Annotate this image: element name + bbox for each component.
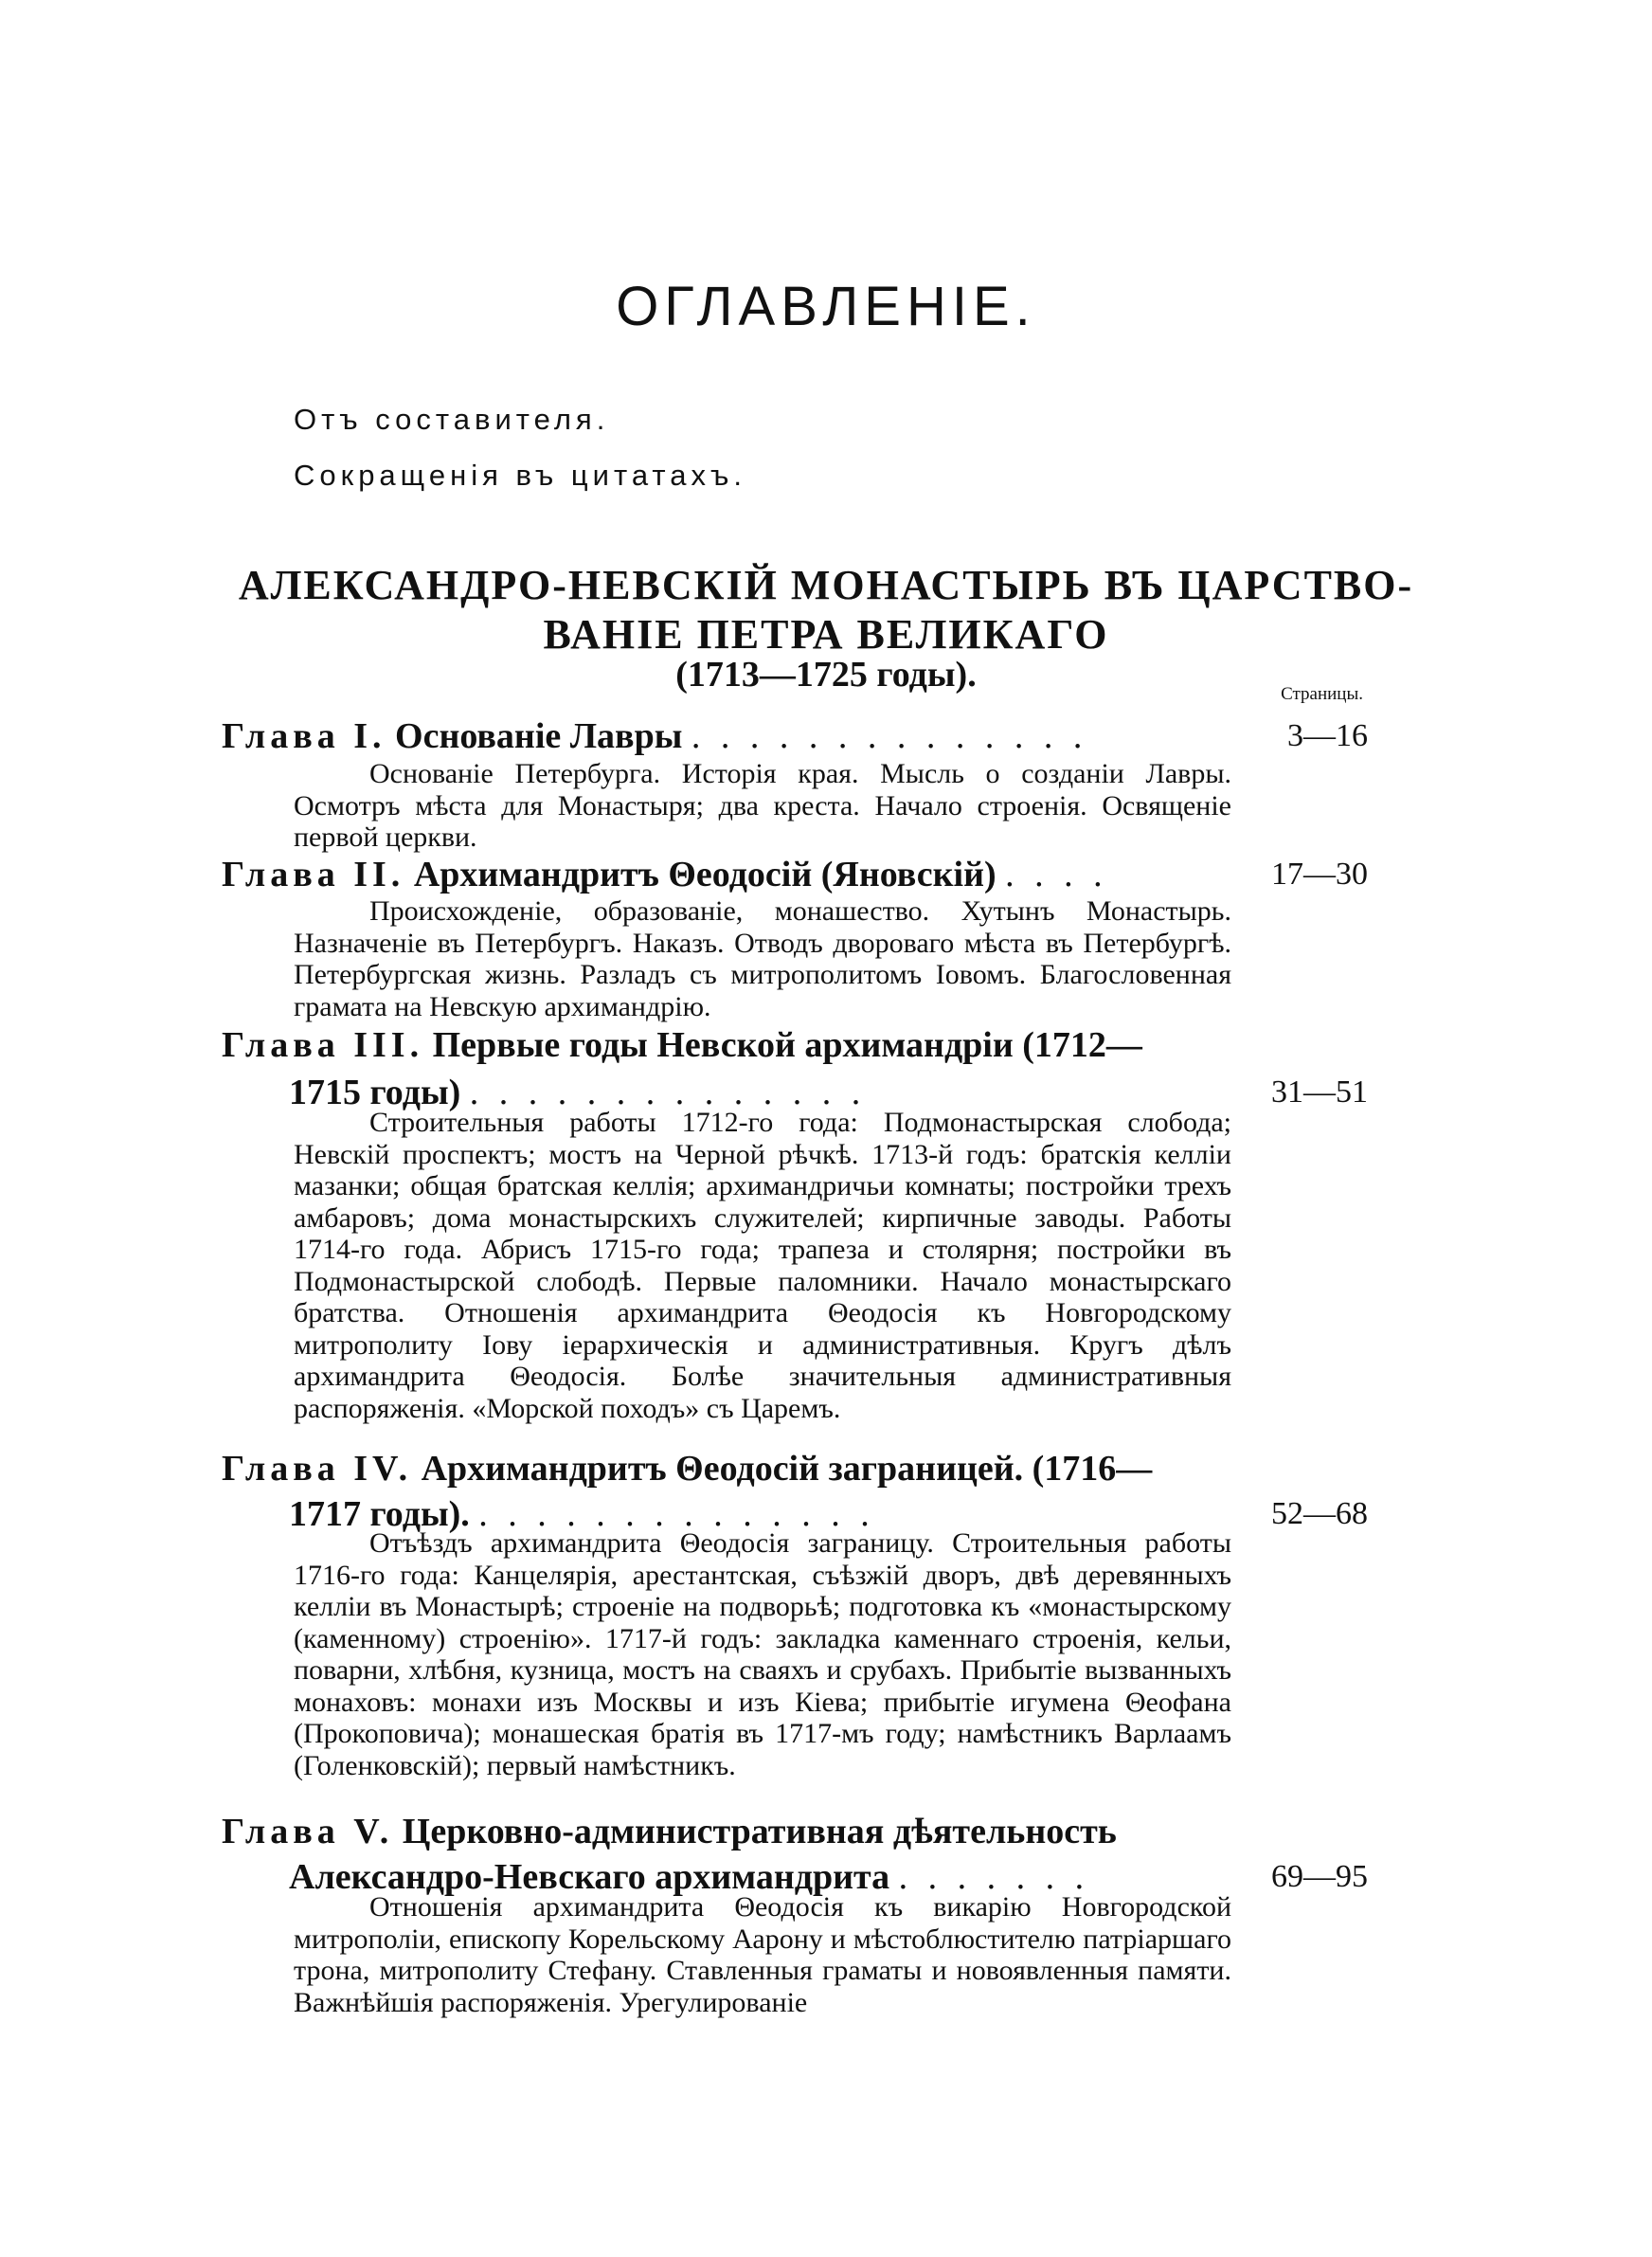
leader-dots: . . . . . . . [898, 1857, 1090, 1897]
front-matter-abbreviations: Сокращенія въ цитатахъ. [294, 459, 746, 492]
chapter-1-description: Основаніе Петербурга. Исторія края. Мысль о созданіи Лавры. Осмотръ мѣста для Монастыря; два креста. Начало строенія. Освященіе первой церкви. [294, 758, 1231, 853]
front-matter-compiler: Отъ составителя. [294, 403, 610, 436]
chapter-4-heading [222, 1445, 1368, 1492]
chapter-pages: 3—16 [1287, 718, 1368, 753]
chapter-title-cont: 1715 годы) [289, 1073, 461, 1112]
chapter-label: Глава II. [222, 855, 405, 894]
chapter-title: Архимандритъ Θеодосій заграницей. (1716— [421, 1449, 1153, 1489]
chapter-title: Церковно-административная дѣятельность [402, 1812, 1117, 1851]
part-title-line1: АЛЕКСАНДРО-НЕВСКІЙ МОНАСТЫРЬ ВЪ ЦАРСТВО- [238, 562, 1414, 608]
chapter-pages: 69—95 [1271, 1859, 1368, 1894]
chapter-title: Основаніе Лавры [395, 716, 683, 756]
chapter-3-heading [222, 1021, 1368, 1069]
part-years: (1713—1725 годы). [675, 655, 977, 695]
page-title: ОГЛАВЛЕНІЕ. [616, 276, 1036, 337]
leader-dots: . . . . . . . . . . . . . . [478, 1494, 875, 1534]
part-title-line2: ВАНІЕ ПЕТРА ВЕЛИКАГО [543, 611, 1109, 658]
chapter-3-description: Строительныя работы 1712-го года: Подмонастырская слобода; Невскій проспектъ; мостъ на Черной рѣчкѣ. 1713-й годъ: братскія келліи мазанки; общая братская келлія; архимандричьи комнаты; постройки трехъ амбаровъ; дома монастырскихъ служителей; кирпичные заводы. Работы 1714-го года. Абрисъ 1715-го года; трапеза и столярня; постройки въ Подмонастырской слободѣ. Первые паломники. Начало монастырскаго братства. Отношенія архимандрита Θеодосія къ Новгородскому митрополиту Іову іерархическія и административныя. Кругъ дѣлъ архимандрита Θеодосія. Болѣе значительныя административныя распоряженія. «Морской походъ» съ Царемъ. [294, 1107, 1231, 1424]
chapter-pages: 52—68 [1271, 1496, 1368, 1531]
leader-dots: . . . . . . . . . . . . . . [691, 716, 1088, 756]
chapter-label: Глава V. [222, 1812, 394, 1851]
leader-dots: . . . . . . . . . . . . . . [469, 1073, 867, 1112]
chapter-pages: 31—51 [1271, 1074, 1368, 1110]
chapter-pages: 17—30 [1271, 857, 1368, 892]
chapter-title: Первые годы Невской архимандріи (1712— [432, 1025, 1142, 1065]
chapter-4-description: Отъѣздъ архимандрита Θеодосія заграницу. Строительныя работы 1716-го года: Канцелярія, арестантская, съѣзжій дворъ, двѣ деревянныхъ келліи въ Монастырѣ; строеніе на подворьѣ; подготовка къ «монастырскому (каменному) строенію». 1717-й годъ: закладка каменнаго строенія, кельи, поварни, хлѣбня, кузница, мостъ на сваяхъ и срубахъ. Прибытіе вызванныхъ монаховъ: монахи изъ Москвы и изъ Кіева; прибытіе игумена Θеофана (Прокоповича); монашеская братія въ 1717-мъ году; намѣстникъ Варлаамъ (Голенковскій); первый намѣстникъ. [294, 1527, 1231, 1781]
chapter-5-description: Отношенія архимандрита Θеодосія къ викарію Новгородской митрополіи, епископу Корельскому Аарону и мѣстоблюстителю патріаршаго трона, митрополиту Стефану. Ставленныя граматы и новоявленныя памяти. Важнѣйшія распоряженія. Урегулированіе [294, 1891, 1231, 2018]
pages-column-heading: Страницы. [1281, 684, 1363, 704]
chapter-title-cont: Александро-Невскаго архимандрита [289, 1857, 890, 1897]
chapter-label: Глава I. [222, 716, 386, 756]
chapter-1-heading [222, 713, 1368, 760]
chapter-label: Глава IV. [222, 1449, 413, 1489]
chapter-2-description: Происхожденіе, образованіе, монашество. Хутынъ Монастырь. Назначеніе въ Петербургъ. Наказъ. Отводъ двороваго мѣста въ Петербургѣ. Петербургская жизнь. Разладъ съ митрополитомъ Іовомъ. Благословенная грамата на Невскую архимандрію. [294, 895, 1231, 1022]
leader-dots: . . . . [1005, 855, 1108, 894]
chapter-2-heading [222, 851, 1368, 898]
chapter-title: Архимандритъ Θеодосій (Яновскій) [413, 855, 997, 894]
chapter-5-heading [222, 1808, 1368, 1855]
chapter-title-cont: 1717 годы). [289, 1494, 470, 1534]
chapter-label: Глава III. [222, 1025, 424, 1065]
